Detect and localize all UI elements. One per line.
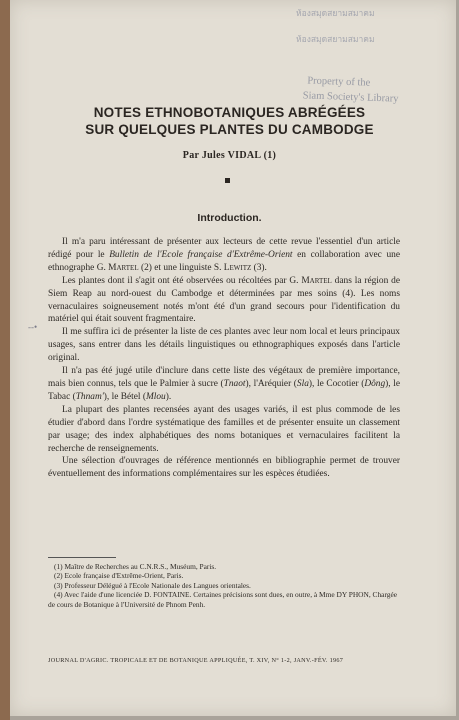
- article-title: NOTES ETHNOBOTANIQUES ABRÉGÉES SUR QUELQUES PLANTES DU CAMBODGE: [85, 105, 374, 137]
- section-heading: Introduction.: [197, 212, 262, 224]
- text-run: Les plantes dont il s'agit ont été observées ou récoltées par: [62, 275, 290, 286]
- text-run: Il m'a paru intéressant de présenter aux lecteurs de cette revue l'essentiel d'un article rédigé pour le: [48, 237, 400, 260]
- article-body: [48, 236, 400, 481]
- text-run: (3).: [251, 262, 267, 273]
- body-paragraph: [48, 455, 400, 481]
- text-run: Tnaot: [223, 378, 246, 389]
- text-run: Dông: [364, 378, 386, 389]
- text-run: Mlou: [145, 391, 166, 402]
- text-run: Une sélection d'ouvrages de référence mentionnés en bibliographie permet de trouver éventuellement des informations complémentaires sur les espèces étudiées.: [48, 456, 400, 480]
- text-run: ), le Tabac (: [48, 378, 400, 402]
- footnote: (2) Ecole française d'Extrême-Orient, Paris.: [54, 571, 184, 581]
- text-run: Il n'a pas été jugé utile d'inclure dans cette liste des végétaux de première importance, mais bien connus, tels que le Palmier à sucre (: [48, 366, 400, 389]
- text-run: Thnam': [75, 391, 104, 402]
- library-stamp-property: Property of the Siam Society's Library: [302, 75, 399, 105]
- footnote-rule: [48, 557, 116, 558]
- library-stamp-thai: ห้องสมุดสยามสมาคม ห้องสมุดสยามสมาคม: [296, 9, 375, 45]
- footnote: (1) Maître de Recherches au C.N.R.S., Muséum, Paris.: [54, 562, 217, 571]
- body-paragraph: [48, 236, 400, 275]
- text-run: ), le Bétel (: [103, 391, 146, 402]
- text-run: Sla: [296, 378, 309, 389]
- text-run: ), le Cocotier (: [308, 378, 365, 389]
- text-run: ), l'Aréquier (: [245, 378, 297, 389]
- text-run: S. Lewitz: [213, 262, 252, 273]
- text-run: La plupart des plantes recensées ayant des usages variés, il est plus commode de les étudier d'abord dans l'ordre systématique des familles et de présenter ensuite un classement par usage; des index alphabétiques des noms botaniques et vernaculaires facilitent la recherche de renseignements.: [48, 404, 400, 454]
- body-paragraph: [48, 365, 400, 404]
- separator-square: [225, 178, 230, 183]
- text-run: (2) et une linguiste: [138, 262, 214, 273]
- footnote: (3) Professeur Délégué à l'Ecole Nationale des Langues orientales.: [54, 580, 251, 590]
- footnotes: [48, 562, 400, 609]
- text-run: G. Martel: [96, 262, 139, 273]
- margin-pencil-mark: --•: [28, 322, 38, 332]
- journal-footer: JOURNAL D'AGRIC. TROPICALE ET DE BOTANIQUE APPLIQUÉE, T. XIV, N° 1-2, JANV.-FÉV. 1967: [48, 657, 344, 664]
- text-run: en collaboration avec une ethnographe: [48, 249, 400, 273]
- author-line: Par Jules VIDAL (1): [182, 150, 277, 161]
- text-run: ).: [165, 391, 172, 402]
- body-paragraph: [48, 326, 400, 365]
- text-run: G. Martel: [289, 275, 332, 286]
- footnote: (4) Avec l'aide d'une licenciée D. FONTAINE. Certaines précisions sont dues, en outre, à Mme DY PHON, Chargée de cours de Botanique à l'Université de Phnom Penh.: [48, 590, 398, 609]
- body-paragraph: [48, 275, 400, 327]
- text-run: Il me suffira ici de présenter la liste de ces plantes avec leur nom local et leurs principaux usages, sans entrer dans les détails linguistiques ou ethnographiques exposés dans l'article original.: [48, 327, 400, 364]
- text-run: Bulletin de l'Ecole française d'Extrême-Orient: [109, 249, 293, 260]
- body-paragraph: [48, 404, 400, 456]
- text-run: dans la région de Siem Reap au nord-ouest du Cambodge et déterminées par mes soins (4). Les noms vernaculaires soigneusement notés m'ont été d'un grand secours pour l'identification du matériel qui était souvent fragmentaire.: [48, 275, 400, 325]
